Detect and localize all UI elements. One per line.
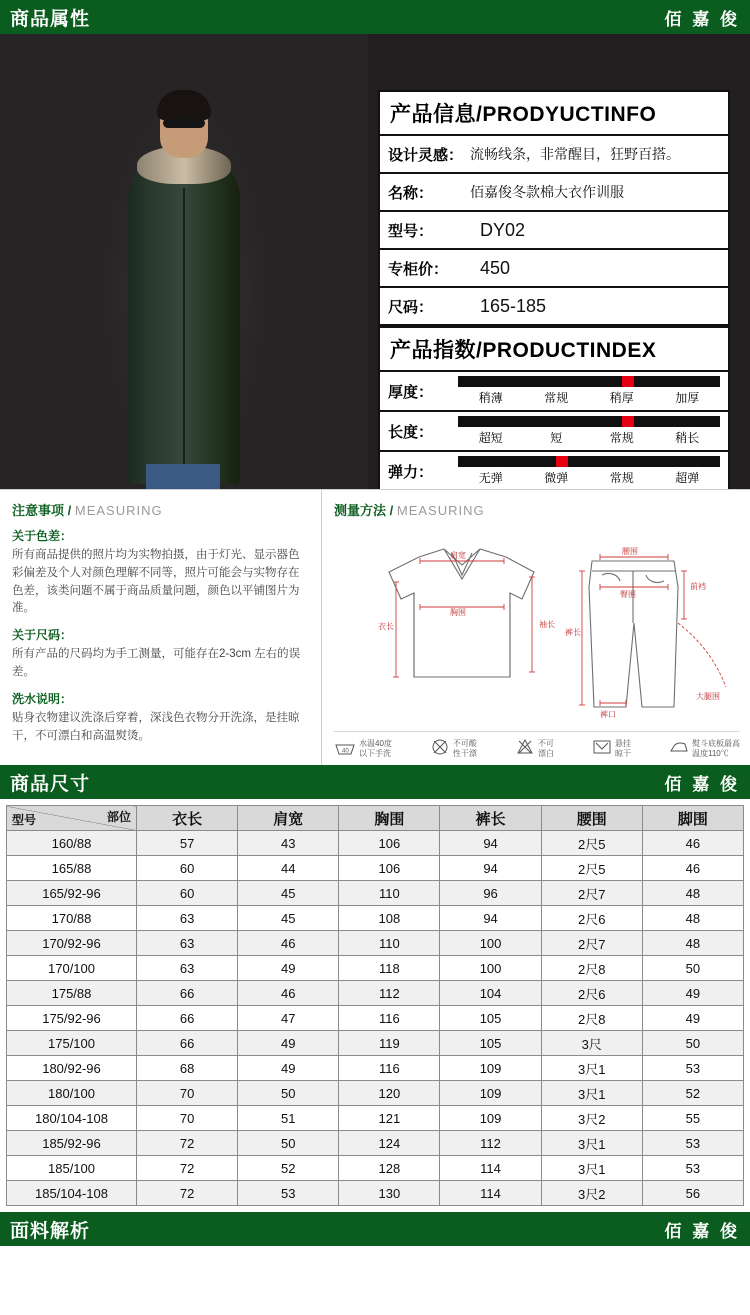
cell-size: 160/88	[7, 831, 137, 856]
column-header: 肩宽	[238, 806, 339, 831]
note-text-color: 所有商品提供的照片均为实物拍摄，由于灯光、显示器色彩偏差及个人对颜色理解不同等，照片可能会与实物存在色差，该类问题不属于商品质量问题，颜色以平铺图片为准。	[12, 549, 300, 615]
svg-text:裤长: 裤长	[565, 628, 581, 637]
size-table-body	[7, 831, 744, 1206]
cell-value: 114	[440, 1156, 541, 1181]
cell-value: 60	[137, 856, 238, 881]
info-value: DY02	[480, 219, 526, 240]
index-label: 稍厚	[609, 391, 634, 405]
cell-value: 109	[440, 1056, 541, 1081]
table-row	[7, 1031, 744, 1056]
cell-value: 3尺1	[541, 1156, 642, 1181]
cell-value: 63	[137, 906, 238, 931]
cell-value: 106	[339, 856, 440, 881]
care-text: 悬挂 晾干	[614, 738, 631, 758]
cell-value: 53	[642, 1156, 743, 1181]
cell-value: 72	[137, 1131, 238, 1156]
index-key: 厚度：	[388, 383, 434, 401]
index-track	[458, 376, 720, 387]
cell-value: 114	[440, 1181, 541, 1206]
cell-value: 2尺5	[541, 856, 642, 881]
index-labels	[458, 429, 720, 446]
cell-value: 110	[339, 881, 440, 906]
index-label: 超短	[478, 431, 503, 445]
care-item-no-bleach	[515, 738, 554, 759]
svg-text:胸围: 胸围	[450, 608, 466, 617]
table-row	[7, 1131, 744, 1156]
cell-value: 3尺1	[541, 1131, 642, 1156]
index-label: 常规	[609, 431, 634, 445]
cell-value: 66	[137, 981, 238, 1006]
cell-value: 57	[137, 831, 238, 856]
model-jeans	[146, 464, 220, 489]
measuring-heading-en: MEASURING	[396, 503, 485, 518]
hang-dry-icon	[592, 738, 612, 759]
model-coat	[128, 154, 240, 484]
index-scale	[458, 456, 720, 486]
table-row	[7, 1156, 744, 1181]
table-row	[7, 1006, 744, 1031]
cell-value: 120	[339, 1081, 440, 1106]
measuring-heading-cn: 测量方法 /	[334, 503, 394, 518]
cell-value: 118	[339, 956, 440, 981]
size-table	[6, 805, 744, 1206]
index-key: 弹力：	[388, 463, 434, 481]
cell-value: 94	[440, 856, 541, 881]
cell-value: 52	[642, 1081, 743, 1106]
table-row	[7, 931, 744, 956]
footer-title: 面料解析	[10, 1220, 91, 1242]
cell-value: 49	[238, 956, 339, 981]
cell-value: 94	[440, 831, 541, 856]
index-label: 稍长	[675, 431, 700, 445]
cell-value: 109	[440, 1106, 541, 1131]
cell-value: 116	[339, 1006, 440, 1031]
svg-text:臀围: 臀围	[620, 590, 636, 599]
wash-tub-icon	[334, 738, 356, 759]
info-key: 设计灵感：	[388, 146, 464, 164]
info-value: 佰嘉俊冬款棉大衣作训服	[470, 184, 624, 200]
cell-value: 2尺6	[541, 981, 642, 1006]
cell-value: 50	[238, 1131, 339, 1156]
info-row-name	[380, 174, 728, 212]
measuring-panel	[322, 490, 750, 765]
cell-value: 50	[642, 956, 743, 981]
index-marker	[622, 376, 634, 387]
cell-value: 70	[137, 1106, 238, 1131]
cell-size: 185/100	[7, 1156, 137, 1181]
cell-value: 43	[238, 831, 339, 856]
svg-text:裤口: 裤口	[600, 710, 616, 719]
index-row-length	[380, 412, 728, 452]
notes-heading-cn: 注意事项 /	[12, 503, 72, 518]
svg-text:大腿围: 大腿围	[696, 692, 720, 701]
index-label: 稍薄	[478, 391, 503, 405]
table-row	[7, 906, 744, 931]
cell-value: 130	[339, 1181, 440, 1206]
model-sunglasses	[163, 118, 205, 128]
cell-value: 2尺8	[541, 1006, 642, 1031]
cell-value: 106	[339, 831, 440, 856]
cell-value: 52	[238, 1156, 339, 1181]
header-bar	[0, 0, 750, 34]
cell-value: 50	[238, 1081, 339, 1106]
care-item-iron	[669, 738, 740, 759]
table-row	[7, 1106, 744, 1131]
cell-value: 53	[642, 1056, 743, 1081]
info-row-price	[380, 250, 728, 288]
no-bleach-circle-icon	[430, 738, 450, 759]
index-label: 常规	[544, 391, 569, 405]
page-title: 商品属性	[10, 8, 91, 30]
cell-value: 66	[137, 1006, 238, 1031]
cell-size: 185/92-96	[7, 1131, 137, 1156]
care-instructions	[334, 731, 740, 759]
care-text: 不可酸 性干漂	[452, 738, 477, 758]
cell-value: 2尺5	[541, 831, 642, 856]
cell-value: 128	[339, 1156, 440, 1181]
cell-value: 47	[238, 1006, 339, 1031]
cell-value: 63	[137, 931, 238, 956]
hero-section	[0, 34, 750, 489]
note-text-size: 所有产品的尺码均为手工测量，可能存在2-3cm 左右的误差。	[12, 648, 301, 679]
cell-size: 165/88	[7, 856, 137, 881]
table-row	[7, 981, 744, 1006]
cell-value: 63	[137, 956, 238, 981]
cell-size: 170/92-96	[7, 931, 137, 956]
info-value: 450	[480, 257, 511, 278]
cell-value: 55	[642, 1106, 743, 1131]
cell-value: 56	[642, 1181, 743, 1206]
info-row-inspiration	[380, 136, 728, 174]
cell-size: 185/104-108	[7, 1181, 137, 1206]
cell-value: 49	[238, 1056, 339, 1081]
table-row	[7, 1056, 744, 1081]
cell-value: 104	[440, 981, 541, 1006]
index-row-elasticity	[380, 452, 728, 489]
table-row	[7, 881, 744, 906]
brand-label: 佰 嘉 俊	[664, 774, 740, 794]
cell-value: 112	[339, 981, 440, 1006]
size-table-head	[7, 806, 744, 831]
footer-bar	[0, 1212, 750, 1246]
index-label: 无弹	[478, 471, 503, 485]
info-key: 型号：	[388, 222, 434, 240]
cell-size: 175/92-96	[7, 1006, 137, 1031]
product-photo	[0, 34, 368, 489]
cell-value: 3尺2	[541, 1181, 642, 1206]
brand-label: 佰 嘉 俊	[664, 9, 740, 29]
cell-value: 53	[238, 1181, 339, 1206]
index-labels	[458, 469, 720, 486]
table-row	[7, 1081, 744, 1106]
index-label: 常规	[609, 471, 634, 485]
brand-label: 佰 嘉 俊	[664, 1221, 740, 1241]
cell-value: 119	[339, 1031, 440, 1056]
info-value: 165-185	[480, 295, 547, 316]
column-header: 脚围	[642, 806, 743, 831]
cell-size: 170/88	[7, 906, 137, 931]
measuring-heading	[334, 500, 740, 519]
cell-value: 48	[642, 906, 743, 931]
cell-size: 175/88	[7, 981, 137, 1006]
index-scale	[458, 376, 720, 406]
cell-size: 180/104-108	[7, 1106, 137, 1131]
cell-value: 51	[238, 1106, 339, 1131]
index-marker	[556, 456, 568, 467]
cell-value: 72	[137, 1156, 238, 1181]
no-bleach-icon	[515, 738, 535, 759]
table-row	[7, 1181, 744, 1206]
note-title-size: 关于尺码：	[12, 628, 73, 643]
size-section-title: 商品尺寸	[10, 773, 91, 795]
cell-value: 2尺7	[541, 881, 642, 906]
cell-value: 100	[440, 931, 541, 956]
index-label: 超弹	[675, 471, 700, 485]
cell-value: 100	[440, 956, 541, 981]
cell-value: 2尺7	[541, 931, 642, 956]
note-text-wash: 贴身衣物建议洗涤后穿着，深浅色衣物分开洗涤，是挂晾干，不可漂白和高温熨烫。	[12, 711, 300, 742]
table-corner-cell	[7, 806, 137, 831]
cell-value: 48	[642, 881, 743, 906]
care-item-hang-dry	[592, 738, 631, 759]
cell-value: 124	[339, 1131, 440, 1156]
care-item-wash	[334, 738, 392, 759]
cell-value: 94	[440, 906, 541, 931]
cell-value: 53	[642, 1131, 743, 1156]
table-row	[7, 956, 744, 981]
corner-label-model: 型号	[12, 813, 37, 827]
notes-panel	[0, 490, 322, 765]
cell-value: 46	[238, 981, 339, 1006]
index-track	[458, 456, 720, 467]
cell-value: 46	[642, 831, 743, 856]
cell-value: 49	[642, 1006, 743, 1031]
cell-size: 180/100	[7, 1081, 137, 1106]
cell-value: 105	[440, 1031, 541, 1056]
table-row	[7, 856, 744, 881]
cell-value: 44	[238, 856, 339, 881]
info-key: 专柜价：	[388, 260, 449, 278]
svg-text:40: 40	[342, 748, 349, 755]
info-key: 尺码：	[388, 298, 434, 316]
index-label: 短	[550, 431, 563, 445]
index-track	[458, 416, 720, 427]
info-key: 名称：	[388, 184, 434, 202]
note-title-color: 关于色差：	[12, 529, 73, 543]
size-table-wrap	[0, 799, 750, 1206]
care-text: 熨斗底板最高 温度110℃	[691, 738, 740, 758]
cell-value: 45	[238, 881, 339, 906]
measuring-diagram	[334, 527, 740, 727]
cell-value: 109	[440, 1081, 541, 1106]
cell-size: 175/100	[7, 1031, 137, 1056]
cell-value: 121	[339, 1106, 440, 1131]
index-scale	[458, 416, 720, 446]
cell-value: 49	[642, 981, 743, 1006]
iron-icon	[669, 738, 689, 759]
svg-text:肩宽: 肩宽	[450, 551, 466, 560]
cell-value: 3尺2	[541, 1106, 642, 1131]
index-marker	[622, 416, 634, 427]
column-header: 衣长	[137, 806, 238, 831]
cell-value: 68	[137, 1056, 238, 1081]
cell-value: 3尺1	[541, 1081, 642, 1106]
cell-size: 180/92-96	[7, 1056, 137, 1081]
index-row-thickness	[380, 372, 728, 412]
info-value: 流畅线条，非常醒目，狂野百搭。	[470, 146, 680, 162]
size-section-bar	[0, 765, 750, 799]
column-header: 胸围	[339, 806, 440, 831]
svg-text:袖长: 袖长	[539, 620, 555, 629]
cell-value: 66	[137, 1031, 238, 1056]
cell-value: 46	[238, 931, 339, 956]
info-row-model	[380, 212, 728, 250]
notes-heading-en: MEASURING	[74, 503, 163, 518]
svg-text:衣长: 衣长	[378, 622, 394, 631]
cell-value: 105	[440, 1006, 541, 1031]
care-item-no-acid	[430, 738, 477, 759]
svg-text:腰围: 腰围	[622, 547, 638, 556]
column-header: 裤长	[440, 806, 541, 831]
column-header: 腰围	[541, 806, 642, 831]
svg-text:前裆: 前裆	[690, 582, 706, 591]
corner-label-part: 部位	[106, 810, 131, 824]
product-info-panel	[378, 90, 730, 489]
index-key: 长度：	[388, 423, 434, 441]
table-header-row	[7, 806, 744, 831]
info-row-sizes	[380, 288, 728, 326]
care-text: 水温40度 以下手洗	[359, 738, 392, 758]
cell-value: 108	[339, 906, 440, 931]
cell-value: 3尺	[541, 1031, 642, 1056]
index-label: 加厚	[675, 391, 700, 405]
cell-value: 110	[339, 931, 440, 956]
cell-value: 112	[440, 1131, 541, 1156]
cell-value: 45	[238, 906, 339, 931]
cell-value: 72	[137, 1181, 238, 1206]
product-index-title: 产品指数/PRODUCTINDEX	[380, 326, 728, 372]
product-info-title: 产品信息/PRODYUCTINFO	[380, 92, 728, 136]
cell-value: 50	[642, 1031, 743, 1056]
measuring-svg	[334, 527, 738, 723]
cell-value: 116	[339, 1056, 440, 1081]
care-text: 不可 漂白	[537, 738, 554, 758]
cell-value: 96	[440, 881, 541, 906]
cell-value: 3尺1	[541, 1056, 642, 1081]
table-row	[7, 831, 744, 856]
cell-size: 170/100	[7, 956, 137, 981]
cell-size: 165/92-96	[7, 881, 137, 906]
cell-value: 46	[642, 856, 743, 881]
cell-value: 49	[238, 1031, 339, 1056]
cell-value: 70	[137, 1081, 238, 1106]
index-label: 微弹	[544, 471, 569, 485]
cell-value: 2尺6	[541, 906, 642, 931]
note-title-wash: 洗水说明：	[12, 691, 73, 706]
index-labels	[458, 389, 720, 406]
cell-value: 48	[642, 931, 743, 956]
notes-and-measuring	[0, 489, 750, 765]
notes-heading	[12, 500, 309, 519]
cell-value: 2尺8	[541, 956, 642, 981]
cell-value: 60	[137, 881, 238, 906]
